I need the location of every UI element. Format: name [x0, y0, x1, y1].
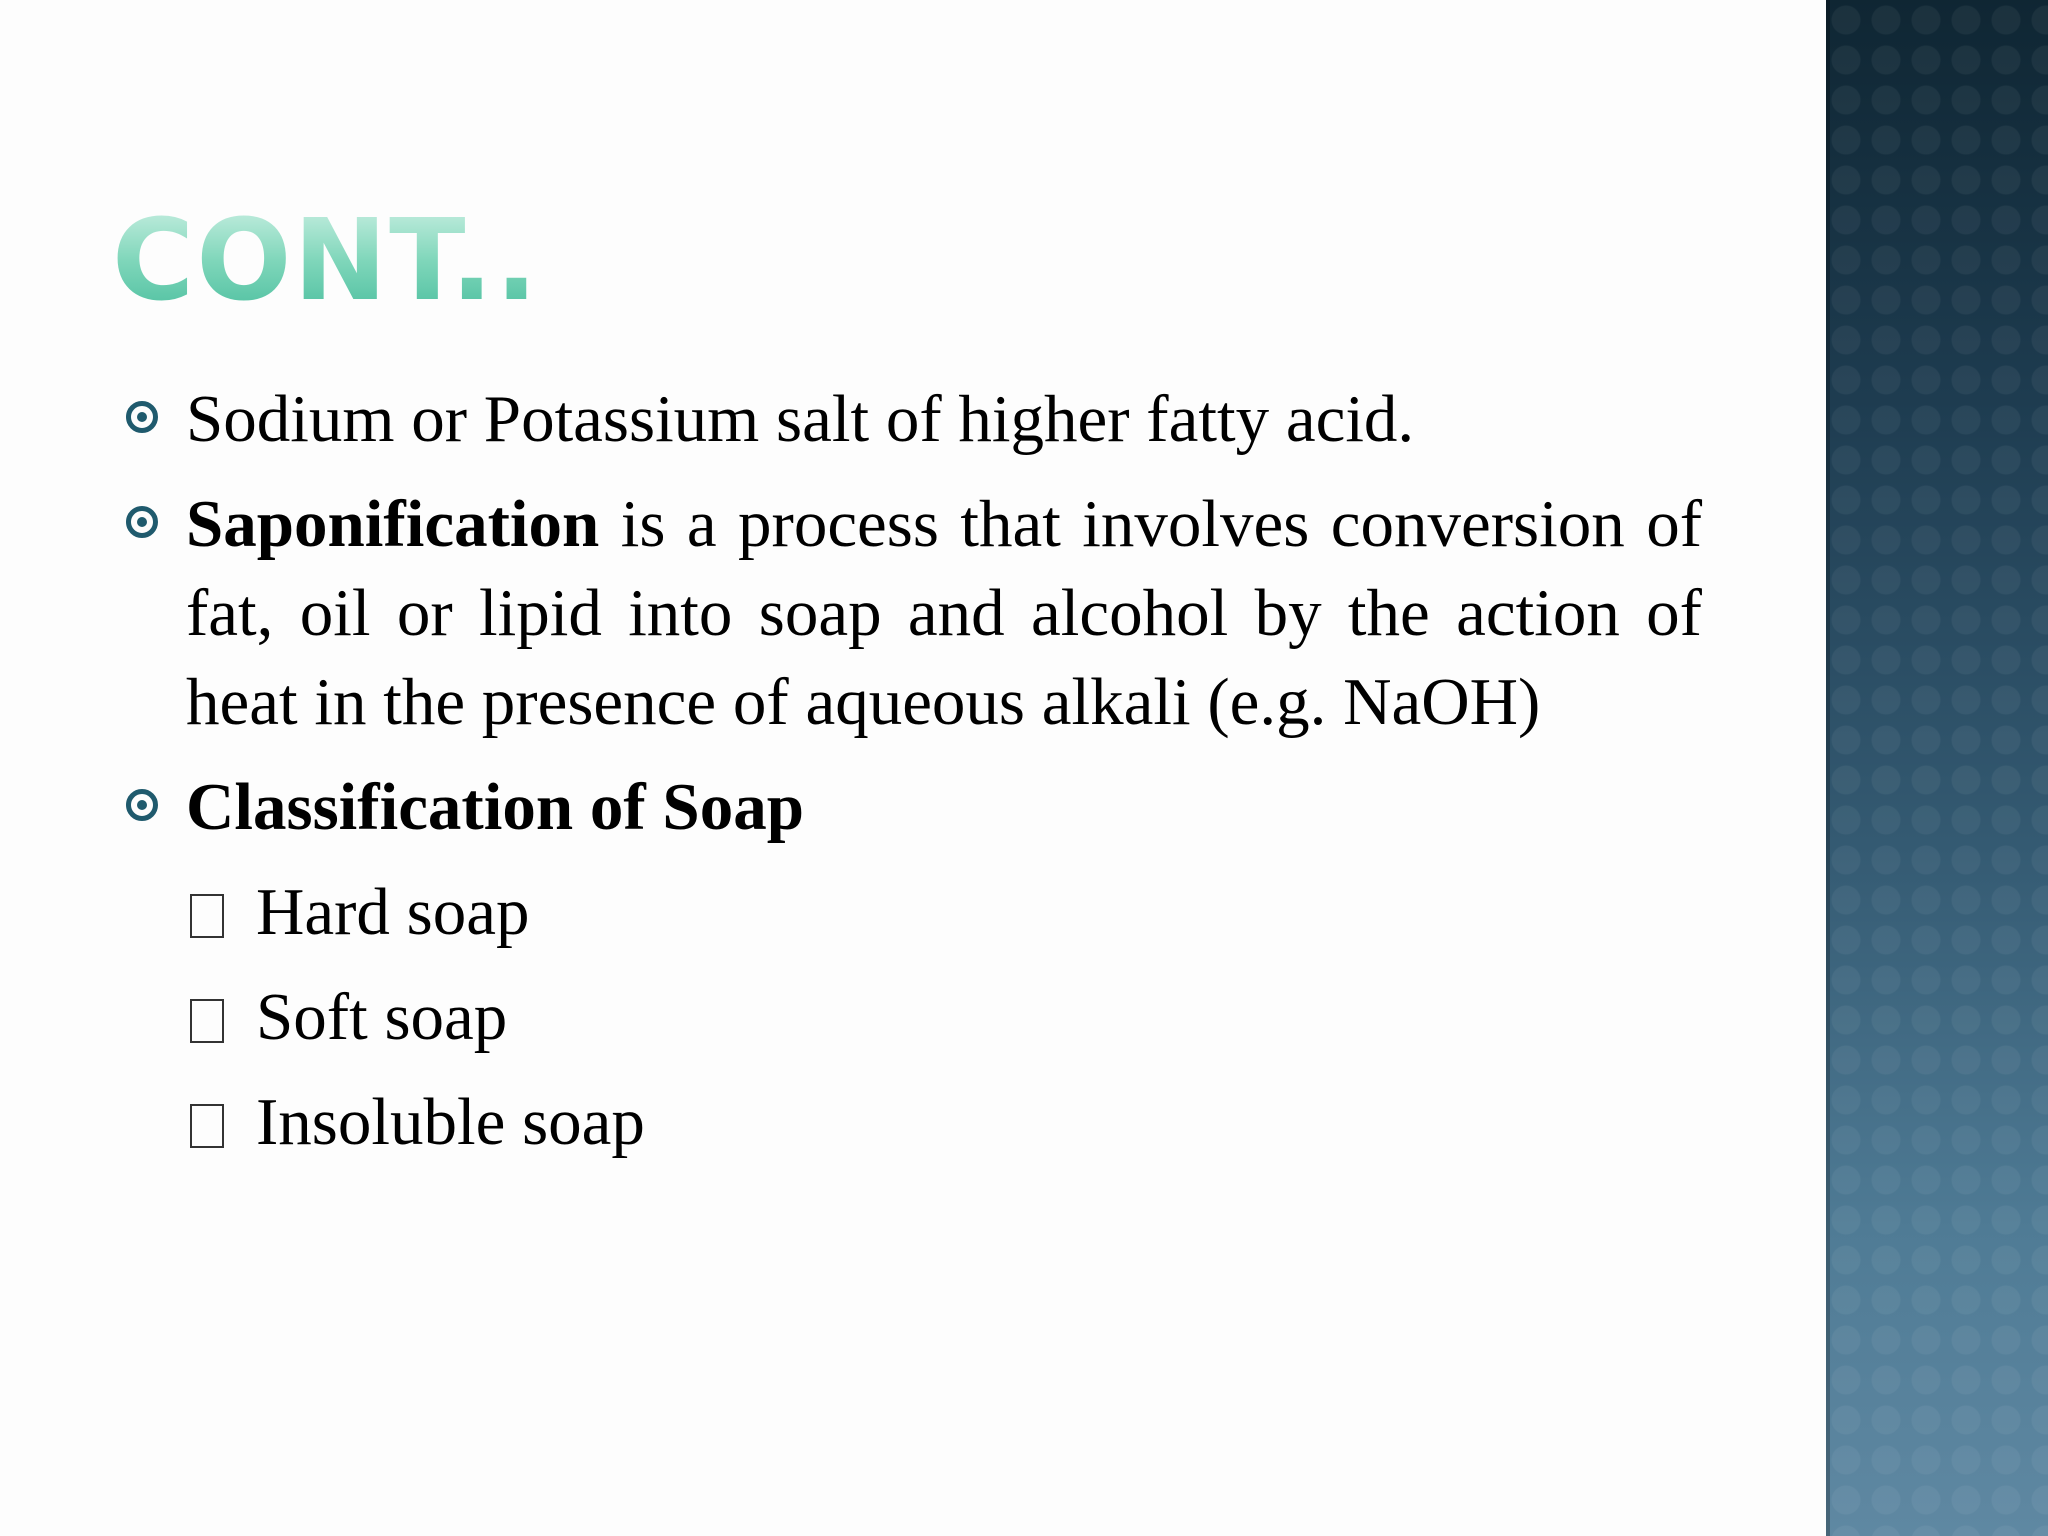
sub-item-insoluble-soap	[120, 1078, 1702, 1167]
bullet-text: Sodium or Potassium salt of higher fatty acid.	[186, 382, 1415, 456]
empty-box-icon	[190, 1104, 224, 1148]
bullet-bold-term: Saponification	[186, 487, 600, 561]
target-bullet-icon	[126, 401, 158, 433]
target-bullet-icon	[126, 506, 158, 538]
bullet-item-definition	[120, 375, 1702, 464]
sub-item-label: Insoluble soap	[256, 1085, 645, 1159]
sub-item-label: Hard soap	[256, 875, 530, 949]
sub-item-soft-soap	[120, 973, 1702, 1062]
bullet-text: is a process that involves conversion of fat, oil or lipid into soap and alcohol by the action of heat in the presence of aqueous alkali (e.g. NaOH)	[186, 487, 1702, 739]
sub-item-label: Soft soap	[256, 980, 508, 1054]
slide-title: CONT..	[112, 196, 540, 326]
bullet-item-classification	[120, 763, 1702, 852]
bullet-bold-term: Classification of Soap	[186, 770, 804, 844]
slide-content	[120, 375, 1702, 1183]
sub-item-hard-soap	[120, 868, 1702, 957]
classification-sub-list	[120, 868, 1702, 1167]
empty-box-icon	[190, 894, 224, 938]
empty-box-icon	[190, 999, 224, 1043]
target-bullet-icon	[126, 789, 158, 821]
decorative-side-panel	[1826, 0, 2048, 1536]
bullet-item-saponification	[120, 480, 1702, 747]
